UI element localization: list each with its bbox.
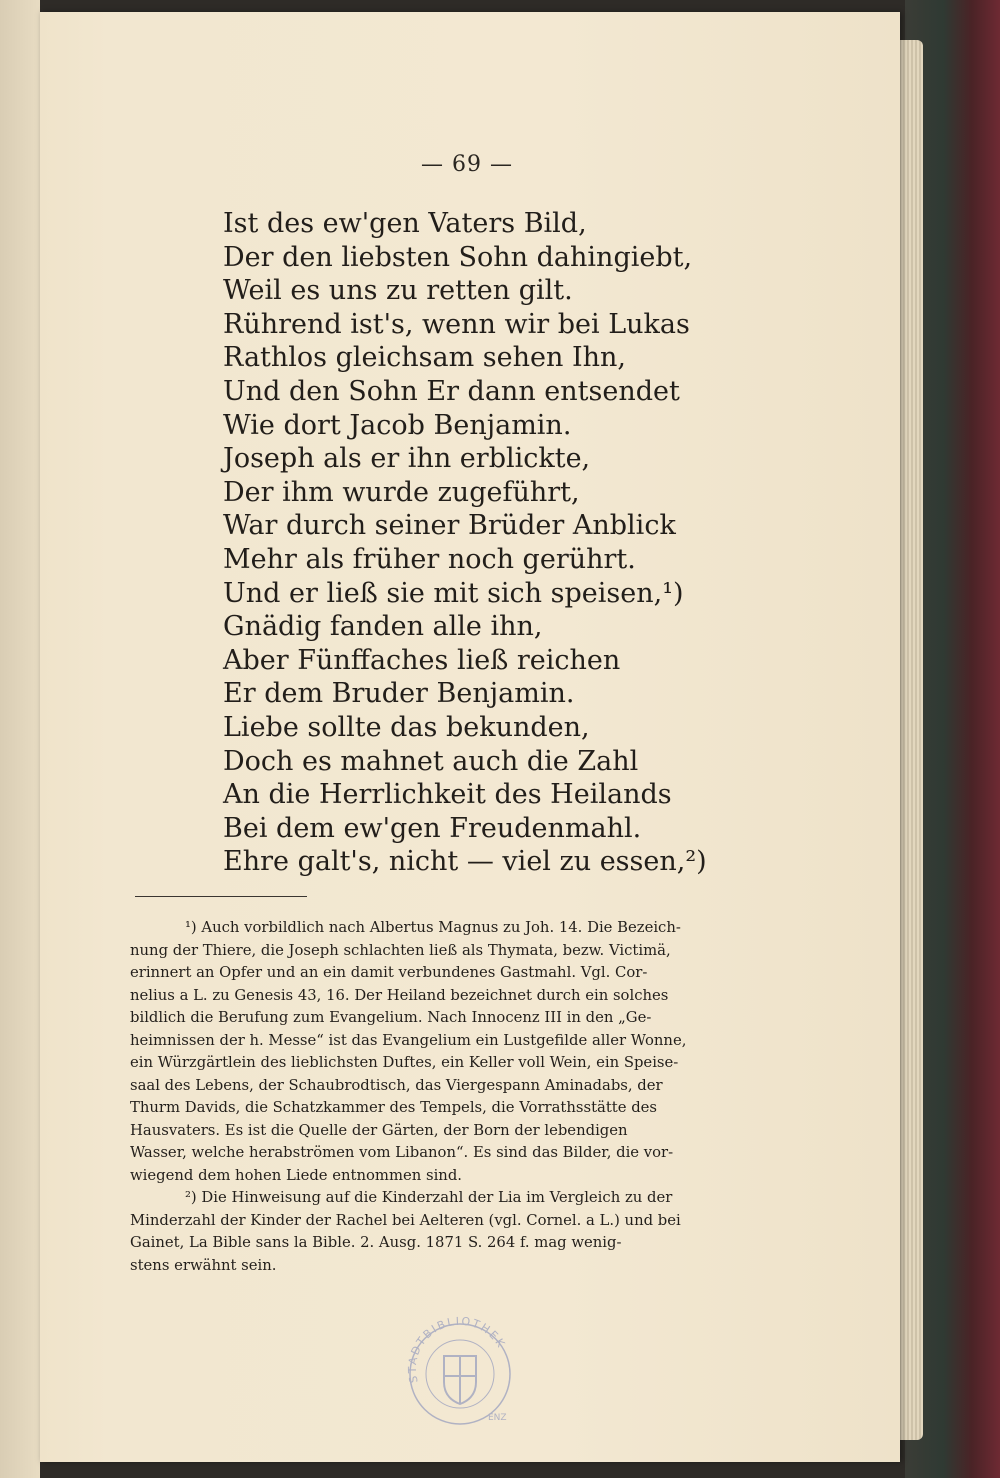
footnote-line: ein Würzgärtlein des lieblichsten Duftes, ein Keller voll Wein, ein Speise- [130,1054,679,1071]
footnote-line: Wasser, welche herabströmen vom Libanon“. Es sind das Bilder, die vor- [130,1144,674,1161]
footnote-line: Thurm Davids, die Schatzkammer des Tempels, die Vorrathsstätte des [130,1099,658,1116]
footnote-line: erinnert an Opfer und an ein damit verbundenes Gastmahl. Vgl. Cor- [130,964,648,981]
poem-line: Mehr als früher noch gerührt. [223,543,636,575]
footnotes [130,917,780,1277]
poem-line: Gnädig fanden alle ihn, [223,611,543,643]
poem-line: Und den Sohn Er dann entsendet [223,375,680,407]
footnote-line: Gainet, La Bible sans la Bible. 2. Ausg. 1871 S. 264 f. mag wenig- [130,1234,622,1251]
poem-line: Der den liebsten Sohn dahingiebt, [223,241,693,273]
poem-block [223,207,707,879]
footnote-line: Minderzahl der Kinder der Rachel bei Aelteren (vgl. Cornel. a L.) und bei [130,1211,681,1229]
poem-line: Bei dem ew'gen Freudenmahl. [223,812,642,844]
footnote-line: wiegend dem hohen Liede entnommen sind. [130,1166,463,1184]
footnote-line: nung der Thiere, die Joseph schlachten ließ als Thymata, bezw. Victimä, [130,941,671,959]
footnote-2 [130,1187,780,1277]
poem-line: Doch es mahnet auch die Zahl [223,745,639,777]
poem-line: Liebe sollte das bekunden, [223,711,590,743]
poem-line: Wie dort Jacob Benjamin. [223,409,572,441]
poem-line: Und er ließ sie mit sich speisen,¹) [223,577,684,609]
footnote-line: Hausvaters. Es ist die Quelle der Gärten, der Born der lebendigen [130,1121,628,1139]
stamp-text: STADTBIBLIOTHEK [405,1314,509,1385]
footnote-1 [130,917,780,1187]
poem-line: Ehre galt's, nicht — viel zu essen,²) [223,846,707,878]
poem-line: Rathlos gleichsam sehen Ihn, [223,342,626,374]
footnote-line: saal des Lebens, der Schaubrodtisch, das Viergespann Aminadabs, der [130,1076,663,1094]
footnote-line: nelius a L. zu Genesis 43, 16. Der Heiland bezeichnet durch ein solches [130,986,669,1004]
footnote-line: ²) Die Hinweisung auf die Kinderzahl der Lia im Vergleich zu der [185,1189,673,1206]
poem-line: Er dem Bruder Benjamin. [223,678,575,710]
footnote-separator [135,896,307,897]
book-gutter [0,0,40,1478]
poem-line: Aber Fünffaches ließ reichen [223,644,621,676]
footnote-line: heimnissen der h. Messe“ ist das Evangelium ein Lustgefilde aller Wonne, [130,1031,687,1049]
poem-line: Ist des ew'gen Vaters Bild, [223,208,587,239]
library-stamp-icon [400,1312,520,1432]
poem-line: An die Herrlichkeit des Heilands [223,779,672,811]
poem-line: Joseph als er ihn erblickte, [223,443,591,475]
poem-line: Weil es uns zu retten gilt. [223,275,573,307]
poem-line: Der ihm wurde zugeführt, [223,476,580,508]
footnote-line: stens erwähnt sein. [130,1256,277,1274]
poem-line: Rührend ist's, wenn wir bei Lukas [223,308,690,340]
page-number: — 69 — [421,152,513,177]
footnote-line: bildlich die Berufung zum Evangelium. Nach Innocenz III in den „Ge- [130,1009,652,1026]
footnote-line: ¹) Auch vorbildlich nach Albertus Magnus zu Joh. 14. Die Bezeich- [185,919,681,936]
poem-line: War durch seiner Brüder Anblick [223,510,676,542]
stamp-subtext: ENZ [488,1413,507,1423]
book-page [40,12,900,1462]
